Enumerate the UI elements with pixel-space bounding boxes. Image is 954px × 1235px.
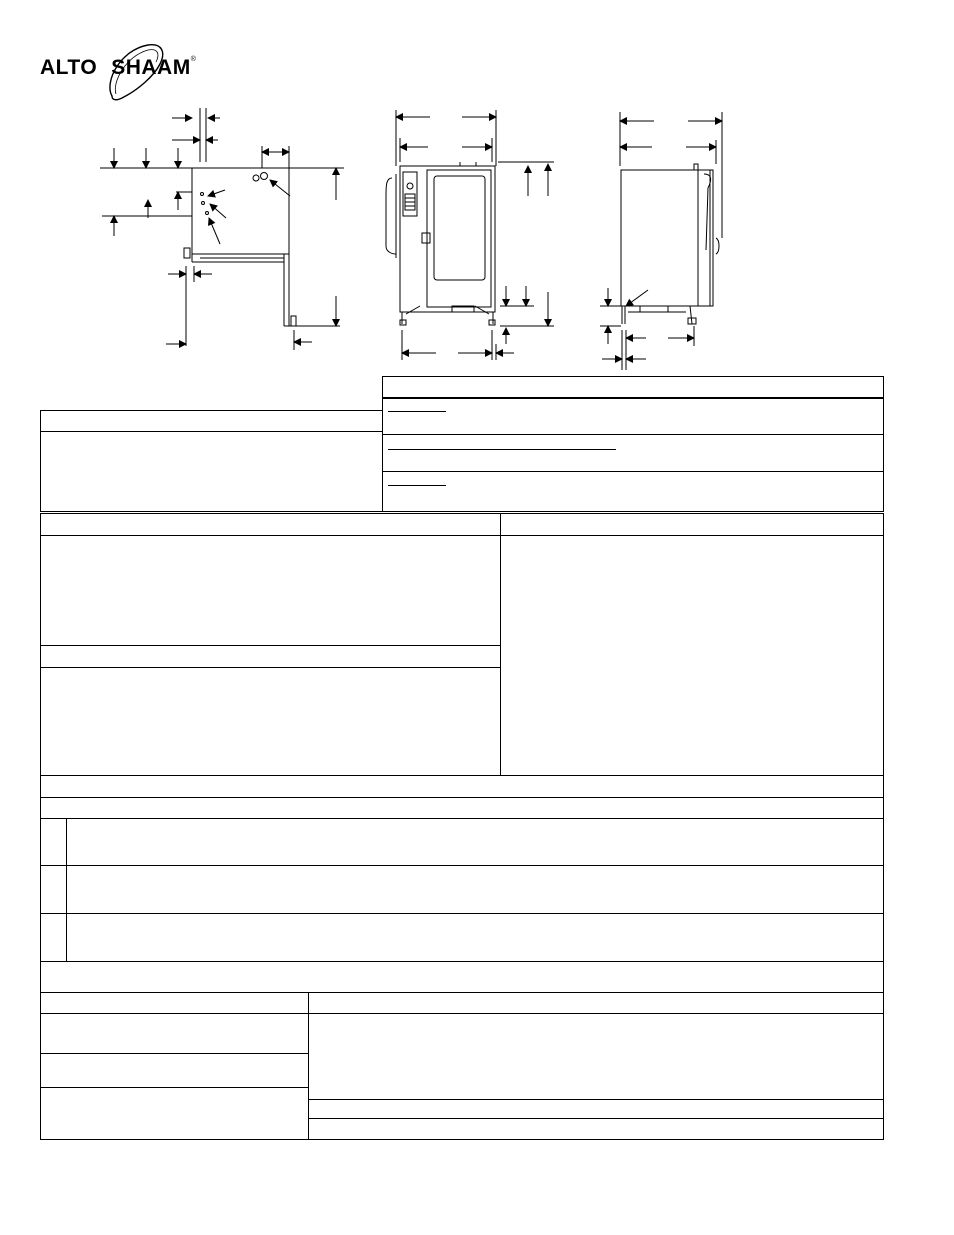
front-view-drawing <box>386 110 554 360</box>
options-table-subheader-rule <box>40 818 884 819</box>
side-view-drawing <box>600 112 722 370</box>
options-row-divider <box>40 865 884 866</box>
options-checkbox-column-rule <box>66 818 67 961</box>
options-table <box>40 775 884 1140</box>
connections-row-underline <box>388 411 446 412</box>
bottom-right-row-divider <box>308 1099 884 1100</box>
connections-table-header-rule <box>382 397 884 399</box>
brand-name-left: ALTO <box>40 56 98 79</box>
brand-name-right: SHAAM <box>111 56 191 79</box>
specifications-left-header-rule <box>40 535 501 536</box>
options-row-divider <box>40 961 884 962</box>
bottom-table-subheader-rule <box>40 1013 884 1014</box>
connections-row-divider <box>382 471 884 472</box>
bottom-left-row-divider <box>40 1053 308 1054</box>
connections-row-divider <box>382 434 884 435</box>
options-table-header-rule <box>40 797 884 798</box>
specifications-right-header-rule <box>500 535 884 536</box>
connections-row-underline <box>388 485 446 486</box>
specifications-left-subheader-rule <box>40 667 501 668</box>
top-view-drawing <box>100 108 344 350</box>
connections-row-underline <box>388 449 616 450</box>
bottom-left-row-divider <box>40 1087 308 1088</box>
specifications-left-divider <box>40 645 501 646</box>
bottom-table-header-rule <box>40 992 884 993</box>
info-box <box>40 410 383 512</box>
options-row-divider <box>40 913 884 914</box>
technical-drawings <box>0 0 954 380</box>
specifications-right-panel <box>500 513 884 776</box>
brand-registered-mark: ® <box>190 56 197 63</box>
info-box-header-rule <box>40 431 383 432</box>
bottom-right-row-divider <box>308 1118 884 1119</box>
